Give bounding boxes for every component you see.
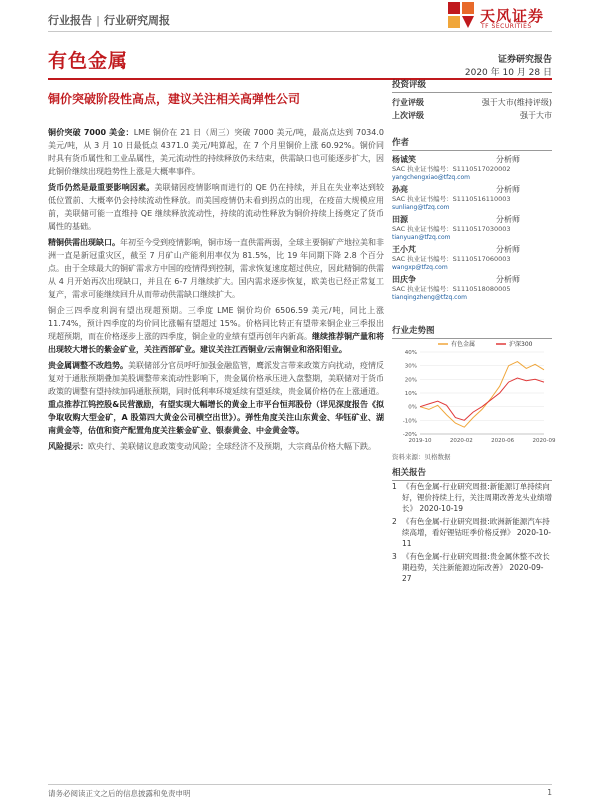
chart-x-tick-label: 2020-02 xyxy=(449,438,473,444)
report-body xyxy=(48,126,384,456)
logo-icon xyxy=(448,2,476,30)
paragraph-text: 年初至今受到疫情影响，铜市场一直供需两弱，全球主要铜矿产地拉美和非洲一直是新冠重灾区，截至 7 月矿山产能利用率仅为 81.5%，比 19 年同期下降 2.8 个百分点。由于全球最大的铜矿需求方中国的疫情得到控制，需求恢复速度超过供应，因此精铜的供需从 4 月开始再次出现缺口，并且在 6-7 月继续扩大。国内需求逐步恢复，欧美也已经正常复工复产，需求可能继续回升从而带动供需缺口继续扩大。 xyxy=(48,238,384,299)
chart-legend-label: 沪深300 xyxy=(509,341,533,348)
author-name: 田源 xyxy=(392,215,408,224)
last-rating-label: 上次评级 xyxy=(392,111,424,120)
author-role: 分析师 xyxy=(496,155,520,164)
last-rating-value: 强于大市 xyxy=(520,111,552,120)
author-header xyxy=(392,244,552,255)
chart-y-tick-label: 10% xyxy=(404,391,417,397)
paragraph-text: 美联储因疫情影响而进行的 QE 仍在持续，并且在失业率达到较低位置前、大概率仍会持续流动性释放。而美国疫情仍未看到拐点的出现，在疫苗大规模应用前，美联储可能一直维持 QE 继续释放流动性，持续的流动性释放为铜价持续上扬奠定了货币属性的基础。 xyxy=(48,183,385,231)
related-report-text: 《有色金属-行业研究周报:贵金属休整不改长期趋势，关注新能源边际改善》 2020-09-27 xyxy=(402,552,550,583)
author-header xyxy=(392,184,552,195)
page-number: 1 xyxy=(547,788,552,797)
paragraph-recommendation: 继续推荐铜产量和将出现较大增长的紫金矿业，关注西部矿业。建议关注江西铜业/云南铜业和洛阳钼业。 xyxy=(48,332,384,354)
author-cert: SAC 执业证书编号：S1110517020002 xyxy=(392,165,511,173)
author-name: 杨诚笑 xyxy=(392,155,416,164)
chart-series-line xyxy=(420,362,544,428)
logo-text-cn: 天风证券 xyxy=(480,7,545,25)
chart-x-tick-label: 2020-09 xyxy=(532,438,556,444)
chart-y-tick-label: -10% xyxy=(402,418,417,425)
paragraph-copper-price xyxy=(48,126,384,178)
report-type: 证券研究报告 xyxy=(497,55,552,65)
paragraph-lead: 精铜供需出现缺口。 xyxy=(48,238,120,247)
related-report-text: 《有色金属-行业研究周报:欧洲新能源汽车持续高增，看好锂钴旺季价格反弹》 2020-10-11 xyxy=(402,517,551,548)
paragraph-precious-metals xyxy=(48,359,384,437)
paragraph-risk xyxy=(48,440,384,453)
author-entry xyxy=(392,154,552,182)
industry-rating-value: 强于大市(维持评级) xyxy=(481,98,552,107)
chart-series-line xyxy=(420,378,544,420)
industry-rating-row xyxy=(392,96,552,109)
paragraph-lead: 风险提示： xyxy=(48,442,88,451)
author-cert: SAC 执业证书编号：S1110518080005 xyxy=(392,285,511,293)
authors-section-title: 作者 xyxy=(392,136,552,151)
author-email-link[interactable]: sunliang@tfzq.com xyxy=(392,204,450,211)
chart-y-tick-label: 0% xyxy=(408,404,417,411)
industry-rating-label: 行业评级 xyxy=(392,98,424,107)
paragraph-lead: 货币仍然是最重要影响因素。 xyxy=(48,183,155,192)
report-date: 2020 年 10 月 28 日 xyxy=(464,68,552,78)
related-section-title: 相关报告 xyxy=(392,466,552,481)
related-report-number: 2 xyxy=(392,517,397,526)
industry-trend-chart xyxy=(392,338,556,450)
related-report-text: 《有色金属-行业研究周报:新能源订单持续向好，锂价持续上行，关注周期改善龙头业绩增长》 2020-10-19 xyxy=(402,482,552,513)
author-email-link[interactable]: yangchengxiao@tfzq.com xyxy=(392,174,470,181)
paragraph-monetary xyxy=(48,181,384,233)
chart-legend-label: 有色金属 xyxy=(451,341,476,348)
author-name: 孙亮 xyxy=(392,185,408,194)
report-headline: 铜价突破阶段性高点，建议关注相关高弹性公司 xyxy=(48,92,301,106)
paragraph-supply-demand xyxy=(48,236,384,301)
chart-y-tick-label: 40% xyxy=(404,350,417,356)
related-report-item[interactable] xyxy=(392,481,552,514)
author-entry xyxy=(392,274,552,302)
header-divider xyxy=(48,31,552,32)
paragraph-text: LME 铜价在 21 日（周三）突破 7000 美元/吨，最高点达到 7034.0 美元/吨，从 3 月 10 日最低点 4371.0 美元/吨算起，在 7 个月里铜价上涨 60.92%。铜价同时具有货币属性和工业品属性，美元流动性的持续释放仍未结束，供需缺口也可能逐步扩大，因此铜价继续出现趋势性上涨是大概率事件。 xyxy=(48,128,384,176)
author-role: 分析师 xyxy=(496,245,520,254)
related-report-number: 1 xyxy=(392,482,397,491)
author-role: 分析师 xyxy=(496,185,520,194)
author-entry xyxy=(392,214,552,242)
author-email-link[interactable]: tianqingzheng@tfzq.com xyxy=(392,294,467,301)
author-header xyxy=(392,274,552,285)
sidebar xyxy=(392,78,552,304)
author-cert: SAC 执业证书编号：S1110516110003 xyxy=(392,195,511,203)
chart-y-tick-label: -20% xyxy=(402,432,417,438)
logo-text-en: TF SECURITIES xyxy=(481,23,532,30)
sector-title: 有色金属 xyxy=(48,50,129,72)
chart-y-tick-label: 20% xyxy=(404,377,417,384)
paragraph-text: 铜企三四季度利润有望出现超预期。三季度 LME 铜价均价 6506.59 美元/吨，同比上涨 11.74%，预计四季度的均价同比涨幅有望超过 15%。价格同比转正有望带来铜企业三季报出现超预期，而在价格逐步上涨的四季度，铜企业的业绩有望再创年内新高。 xyxy=(48,306,384,341)
chart-x-tick-label: 2019-10 xyxy=(408,438,432,444)
related-report-number: 3 xyxy=(392,552,397,561)
author-email-link[interactable]: wangxp@tfzq.com xyxy=(392,264,448,271)
chart-source: 资料来源：贝格数据 xyxy=(392,453,451,461)
paragraph-text: 欧央行、美联储议息政策变动风险；全球经济不及预期，大宗商品价格大幅下跌。 xyxy=(88,442,376,451)
chart-y-tick-label: 30% xyxy=(404,363,417,370)
author-entry xyxy=(392,184,552,212)
paragraph-recommendation: 重点推荐江钨控股&民营激励，有望实现大幅增长的黄金上市平台恒邦股份（详见深度报告《拟争取收购大型金矿，A 股第四大黄金公司横空出世》）。弹性角度关注山东黄金、华钰矿业、湖南黄金等，估值和资产配置角度关注紫金矿业、银泰黄金、中金黄金等。 xyxy=(48,400,384,435)
subcategory-label: 行业研究周报 xyxy=(104,14,171,27)
authors-list xyxy=(392,154,552,302)
author-header xyxy=(392,214,552,225)
footer-divider xyxy=(48,784,552,785)
paragraph-lead: 贵金属调整不改趋势。 xyxy=(48,361,128,370)
author-name: 田庆争 xyxy=(392,275,416,284)
related-reports-list xyxy=(392,481,552,586)
author-cert: SAC 执业证书编号：S1110517060003 xyxy=(392,255,511,263)
footer-disclaimer: 请务必阅读正文之后的信息披露和免责申明 xyxy=(48,789,191,798)
rating-section-title: 投资评级 xyxy=(392,78,552,93)
category-separator: | xyxy=(96,14,101,27)
author-cert: SAC 执业证书编号：S1110517030003 xyxy=(392,225,511,233)
author-entry xyxy=(392,244,552,272)
footer xyxy=(48,788,552,799)
chart-x-tick-label: 2020-06 xyxy=(491,438,515,444)
author-name: 王小芃 xyxy=(392,245,416,254)
author-header xyxy=(392,154,552,165)
author-email-link[interactable]: tianyuan@tfzq.com xyxy=(392,234,451,241)
trend-section-title: 行业走势图 xyxy=(392,324,552,339)
paragraph-lead: 铜价突破 7000 美金： xyxy=(48,128,134,137)
author-role: 分析师 xyxy=(496,275,520,284)
category-label: 行业报告 xyxy=(48,14,92,27)
paragraph-earnings xyxy=(48,304,384,356)
author-role: 分析师 xyxy=(496,215,520,224)
paragraph-text: 美联储部分官员呼吁加强金融监管，鹰派发言带来政策方向扰动，疫情反复对于通胀预期叠加美股调整带来流动性影响下，贵金属价格承压进入盘整期，美联储对于货币政策的调整有望持续加码通胀预期，同时低利率环境延续有望延续，贵金属价格仍在上涨通道。 xyxy=(48,361,384,396)
related-report-item[interactable] xyxy=(392,551,552,584)
related-report-item[interactable] xyxy=(392,516,552,549)
last-rating-row xyxy=(392,109,552,122)
report-category xyxy=(48,12,170,28)
